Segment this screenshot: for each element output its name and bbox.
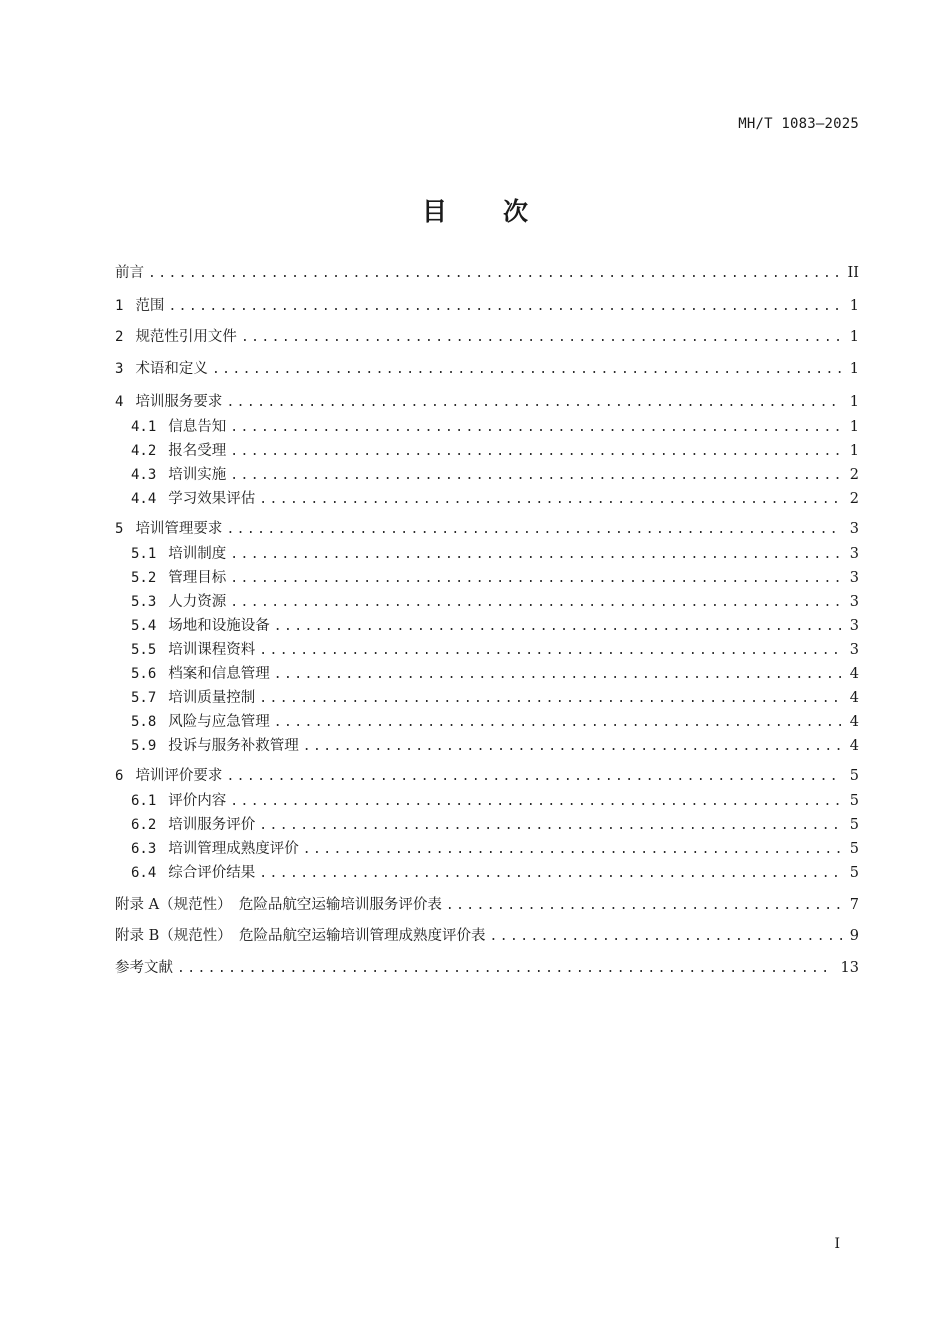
toc-entry[interactable] xyxy=(115,862,859,884)
toc-entry-number: 5.2 xyxy=(131,570,157,586)
toc-entry-page: 3 xyxy=(849,642,859,658)
document-code: MH/T 1083—2025 xyxy=(738,116,859,132)
toc-entry-number: 5.1 xyxy=(131,546,157,562)
toc-entry-number: 6.4 xyxy=(131,865,157,881)
toc-entry-page: 1 xyxy=(849,329,859,345)
toc-entry-page: 2 xyxy=(849,467,859,483)
toc-dot-leader xyxy=(490,926,842,948)
toc-entry-title: 前言 xyxy=(115,265,144,281)
page-number: I xyxy=(834,1236,840,1252)
toc-entry-number: 5.5 xyxy=(131,642,157,658)
toc-entry-title: 人力资源 xyxy=(168,594,227,610)
toc-dot-leader xyxy=(230,592,841,614)
toc-entry-number: 5.3 xyxy=(131,594,157,610)
toc-dot-leader xyxy=(274,616,842,638)
toc-entry[interactable] xyxy=(115,543,859,565)
toc-entry-number: 6 xyxy=(115,768,124,784)
toc-dot-leader xyxy=(446,895,842,917)
toc-entry[interactable] xyxy=(115,925,859,947)
toc-entry[interactable] xyxy=(115,615,859,637)
toc-entry-title: 范围 xyxy=(135,298,165,314)
toc-entry-title: 信息告知 xyxy=(168,419,227,435)
toc-dot-leader xyxy=(177,958,833,980)
toc-entry-number: 2 xyxy=(115,329,124,345)
toc-title-char-1: 目 xyxy=(421,197,447,226)
toc-dot-leader xyxy=(259,640,841,662)
toc-entry-title: 培训评价要求 xyxy=(135,768,223,784)
toc-entry-number: 5.7 xyxy=(131,690,157,706)
toc-entry[interactable] xyxy=(115,735,859,757)
toc-entry[interactable] xyxy=(115,440,859,462)
toc-dot-leader xyxy=(212,359,842,381)
toc-entry-title: 培训服务要求 xyxy=(135,394,223,410)
toc-entry-title: 培训实施 xyxy=(168,467,227,483)
toc-entry[interactable] xyxy=(115,711,859,733)
toc-entry-page: 5 xyxy=(849,793,859,809)
toc-entry-title: 报名受理 xyxy=(168,443,227,459)
toc-entry-page: 5 xyxy=(849,768,859,784)
toc-entry[interactable] xyxy=(115,326,859,348)
toc-entry-number: 5.8 xyxy=(131,714,157,730)
toc-entry-number: 4.4 xyxy=(131,491,157,507)
toc-dot-leader xyxy=(168,296,841,318)
toc-entry-number: 6.3 xyxy=(131,841,157,857)
toc-entry[interactable] xyxy=(115,790,859,812)
toc-entry-page: 3 xyxy=(849,594,859,610)
toc-entry-number: 5.4 xyxy=(131,618,157,634)
toc-dot-leader xyxy=(230,791,841,813)
toc-dot-leader xyxy=(259,688,841,710)
table-of-contents xyxy=(115,0,859,1000)
toc-entry-number: 4.3 xyxy=(131,467,157,483)
toc-dot-leader xyxy=(274,664,842,686)
toc-dot-leader xyxy=(274,712,842,734)
toc-entry-title: 管理目标 xyxy=(168,570,227,586)
toc-entry-title: 附录 A（规范性） 危险品航空运输培训服务评价表 xyxy=(115,897,442,913)
toc-dot-leader xyxy=(259,863,841,885)
toc-entry[interactable] xyxy=(115,639,859,661)
toc-dot-leader xyxy=(259,815,841,837)
toc-entry[interactable] xyxy=(115,262,859,284)
toc-entry[interactable] xyxy=(115,488,859,510)
toc-entry-page: 1 xyxy=(849,298,859,314)
toc-entry-title: 培训质量控制 xyxy=(168,690,256,706)
toc-entry[interactable] xyxy=(115,957,859,979)
toc-entry[interactable] xyxy=(115,894,859,916)
toc-dot-leader xyxy=(303,839,842,861)
toc-entry[interactable] xyxy=(115,687,859,709)
toc-entry-page: 7 xyxy=(849,897,859,913)
toc-entry-number: 5 xyxy=(115,521,124,537)
toc-dot-leader xyxy=(148,263,840,285)
toc-entry[interactable] xyxy=(115,358,859,380)
toc-entry-number: 6.1 xyxy=(131,793,157,809)
toc-entry-title: 学习效果评估 xyxy=(168,491,256,507)
toc-entry-title: 风险与应急管理 xyxy=(168,714,270,730)
toc-entry-title: 培训制度 xyxy=(168,546,227,562)
toc-dot-leader xyxy=(230,465,841,487)
toc-entry-page: 4 xyxy=(849,714,859,730)
toc-dot-leader xyxy=(226,519,841,541)
toc-entry-page: 1 xyxy=(849,361,859,377)
toc-entry-title: 培训课程资料 xyxy=(168,642,256,658)
toc-entry-page: II xyxy=(847,265,859,281)
toc-entry-page: 13 xyxy=(840,960,859,976)
toc-entry-page: 1 xyxy=(849,443,859,459)
toc-entry[interactable] xyxy=(115,416,859,438)
toc-entry-number: 3 xyxy=(115,361,124,377)
toc-entry-title: 培训管理要求 xyxy=(135,521,223,537)
toc-entry-title: 档案和信息管理 xyxy=(168,666,270,682)
toc-entry[interactable] xyxy=(115,567,859,589)
toc-entry[interactable] xyxy=(115,295,859,317)
toc-entry-number: 4 xyxy=(115,394,124,410)
toc-entry[interactable] xyxy=(115,391,859,413)
toc-dot-leader xyxy=(259,489,841,511)
toc-entry-number: 1 xyxy=(115,298,124,314)
toc-dot-leader xyxy=(230,441,841,463)
toc-dot-leader xyxy=(230,568,841,590)
toc-entry-page: 9 xyxy=(849,928,859,944)
toc-entry-number: 5.9 xyxy=(131,738,157,754)
toc-entry[interactable] xyxy=(115,765,859,787)
toc-entry-page: 3 xyxy=(849,546,859,562)
toc-entry[interactable] xyxy=(115,591,859,613)
toc-entry-title: 综合评价结果 xyxy=(168,865,256,881)
toc-entry-number: 5.6 xyxy=(131,666,157,682)
toc-entry-page: 4 xyxy=(849,738,859,754)
toc-entry-page: 2 xyxy=(849,491,859,507)
toc-entry-page: 3 xyxy=(849,570,859,586)
toc-entry-number: 4.1 xyxy=(131,419,157,435)
toc-dot-leader xyxy=(230,417,841,439)
toc-dot-leader xyxy=(241,327,842,349)
toc-entry-page: 1 xyxy=(849,394,859,410)
toc-entry-number: 4.2 xyxy=(131,443,157,459)
toc-entry-title: 培训服务评价 xyxy=(168,817,256,833)
toc-entry-page: 4 xyxy=(849,690,859,706)
toc-entry[interactable] xyxy=(115,518,859,540)
toc-entry-page: 5 xyxy=(849,817,859,833)
toc-entry-page: 5 xyxy=(849,841,859,857)
toc-entry-number: 6.2 xyxy=(131,817,157,833)
toc-entry-page: 3 xyxy=(849,521,859,537)
toc-entry-title: 培训管理成熟度评价 xyxy=(168,841,299,857)
toc-entry-title: 术语和定义 xyxy=(135,361,208,377)
toc-entry-title: 规范性引用文件 xyxy=(135,329,237,345)
toc-dot-leader xyxy=(226,392,841,414)
toc-entry[interactable] xyxy=(115,838,859,860)
toc-dot-leader xyxy=(303,736,842,758)
toc-entry-title: 参考文献 xyxy=(115,960,173,976)
toc-entry-title: 投诉与服务补救管理 xyxy=(168,738,299,754)
toc-entry-title: 场地和设施设备 xyxy=(168,618,270,634)
toc-entry-page: 3 xyxy=(849,618,859,634)
toc-entry-page: 1 xyxy=(849,419,859,435)
toc-entry-title: 附录 B（规范性） 危险品航空运输培训管理成熟度评价表 xyxy=(115,928,486,944)
toc-entry-page: 4 xyxy=(849,666,859,682)
toc-dot-leader xyxy=(226,766,841,788)
toc-entry-title: 评价内容 xyxy=(168,793,227,809)
toc-entry[interactable] xyxy=(115,464,859,486)
toc-entry-page: 5 xyxy=(849,865,859,881)
toc-title-char-2: 次 xyxy=(503,197,529,226)
toc-entry[interactable] xyxy=(115,663,859,685)
toc-dot-leader xyxy=(230,544,841,566)
toc-entry[interactable] xyxy=(115,814,859,836)
